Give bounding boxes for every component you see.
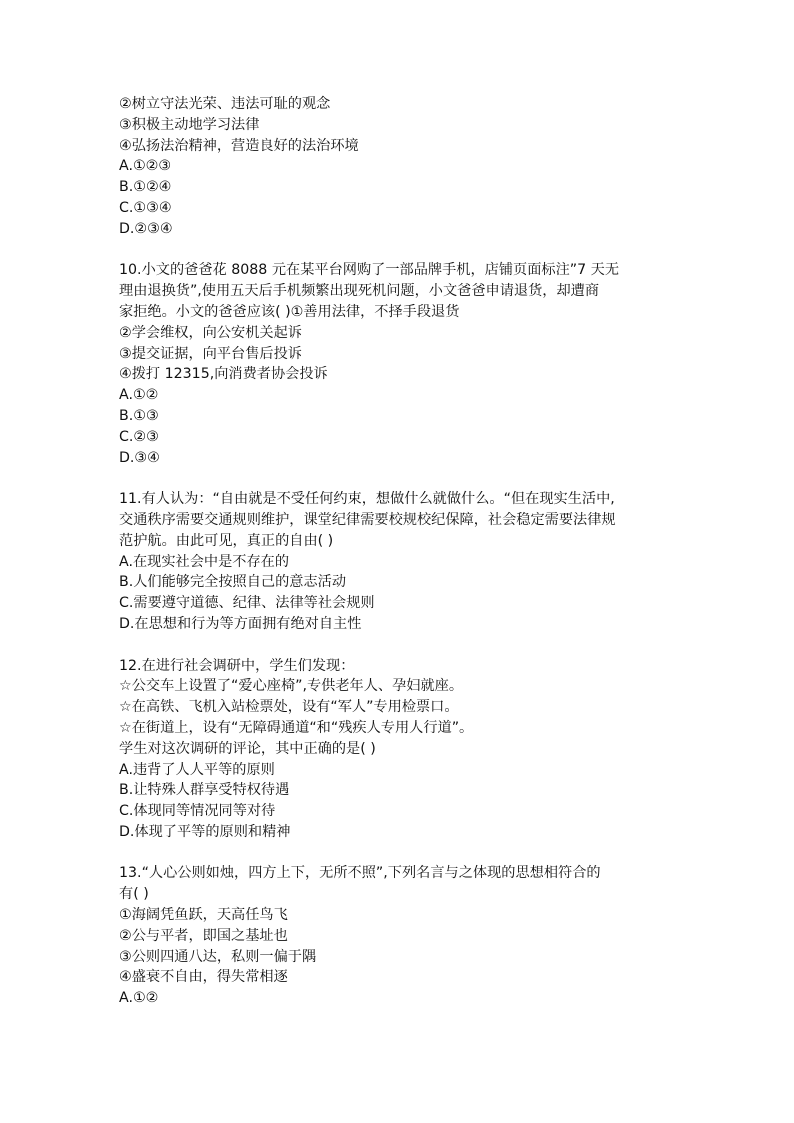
answer-choice: C.①③④ — [119, 199, 172, 216]
answer-choice: D.②③④ — [119, 220, 173, 237]
answer-choice: A.在现实社会中是不存在的 — [119, 553, 290, 570]
question-stem-line: 13.“人心公则如烛，四方上下，无所不照”,下列名言与之体现的思想相符合的 — [119, 865, 601, 882]
answer-choice: D.在思想和行为等方面拥有绝对自主性 — [119, 615, 362, 632]
question-stem-line: 10.小文的爸爸花 8088 元在某平台网购了一部品牌手机，店铺页面标注”7 天无 — [119, 262, 620, 279]
question-stem-line: 理由退换货”,使用五天后手机频繁出现死机问题，小文爸爸申请退货，却遭商 — [119, 283, 600, 300]
option-item: ②树立守法光荣、违法可耻的观念 — [119, 96, 331, 112]
question-stem-line: 12.在进行社会调研中，学生们发现： — [119, 657, 355, 674]
question-9-continued — [119, 94, 699, 240]
question-stem-line: 家拒绝。小文的爸爸应该( )①善用法律，不择手段退货 — [119, 303, 460, 320]
answer-choice: D.体现了平等的原则和精神 — [119, 823, 291, 840]
question-stem-line: ☆在街道上，设有“无障碍通道“和“残疾人专用人行道”。 — [119, 719, 474, 736]
exam-page — [119, 94, 699, 1009]
answer-choice: A.①②③ — [119, 158, 172, 175]
answer-choice: B.让特殊人群享受特权待遇 — [119, 782, 290, 799]
answer-choice: A.①② — [119, 387, 159, 404]
answer-choice: B.①②④ — [119, 179, 172, 196]
answer-choice: A.①② — [119, 990, 159, 1007]
option-item: ④盛衰不自由，得失常相逐 — [119, 969, 288, 986]
answer-choice: B.①③ — [119, 407, 159, 424]
option-item: ①海阔凭鱼跃，天高任鸟飞 — [119, 907, 288, 924]
answer-choice: C.需要遵守道德、纪律、法律等社会规则 — [119, 595, 375, 612]
question-spacer — [119, 635, 699, 656]
option-item: ②公与平者，即国之基址也 — [119, 927, 288, 944]
answer-choice: B.人们能够完全按照自己的意志活动 — [119, 574, 347, 591]
question-stem-line: 有( ) — [119, 886, 149, 903]
answer-choice: C.体现同等情况同等对待 — [119, 803, 276, 820]
question-13 — [119, 863, 699, 1009]
answer-choice: A.违背了人人平等的原则 — [119, 761, 275, 778]
question-stem-line: 学生对这次调研的评论，其中正确的是( ) — [119, 740, 376, 757]
question-11 — [119, 489, 699, 635]
question-stem-line: 范护航。由此可见，真正的自由( ) — [119, 532, 334, 549]
question-12 — [119, 656, 699, 843]
question-spacer — [119, 240, 699, 261]
answer-choice: D.③④ — [119, 449, 160, 466]
question-stem-line: ☆公交车上设置了“爱心座椅”,专供老年人、孕妇就座。 — [119, 678, 464, 695]
option-item: ④弘扬法治精神，营造良好的法治环境 — [119, 137, 359, 154]
option-item: ③积极主动地学习法律 — [119, 116, 260, 133]
question-stem-line: 交通秩序需要交通规则维护，课堂纪律需要校规校纪保障，社会稳定需要法律规 — [119, 511, 616, 528]
question-stem-line: 11.有人认为：“自由就是不受任何约束，想做什么就做什么。“但在现实生活中, — [119, 491, 615, 508]
question-10 — [119, 260, 699, 468]
option-item: ②学会维权，向公安机关起诉 — [119, 324, 302, 341]
option-item: ③提交证据，向平台售后投诉 — [119, 345, 302, 362]
answer-choice: C.②③ — [119, 428, 159, 445]
question-spacer — [119, 468, 699, 489]
question-stem-line: ☆在高铁、飞机入站检票处，设有“军人”专用检票口。 — [119, 699, 459, 716]
question-spacer — [119, 843, 699, 864]
option-item: ④拨打 12315,向消费者协会投诉 — [119, 366, 328, 383]
option-item: ③公则四通八达，私则一偏于隅 — [119, 948, 317, 965]
